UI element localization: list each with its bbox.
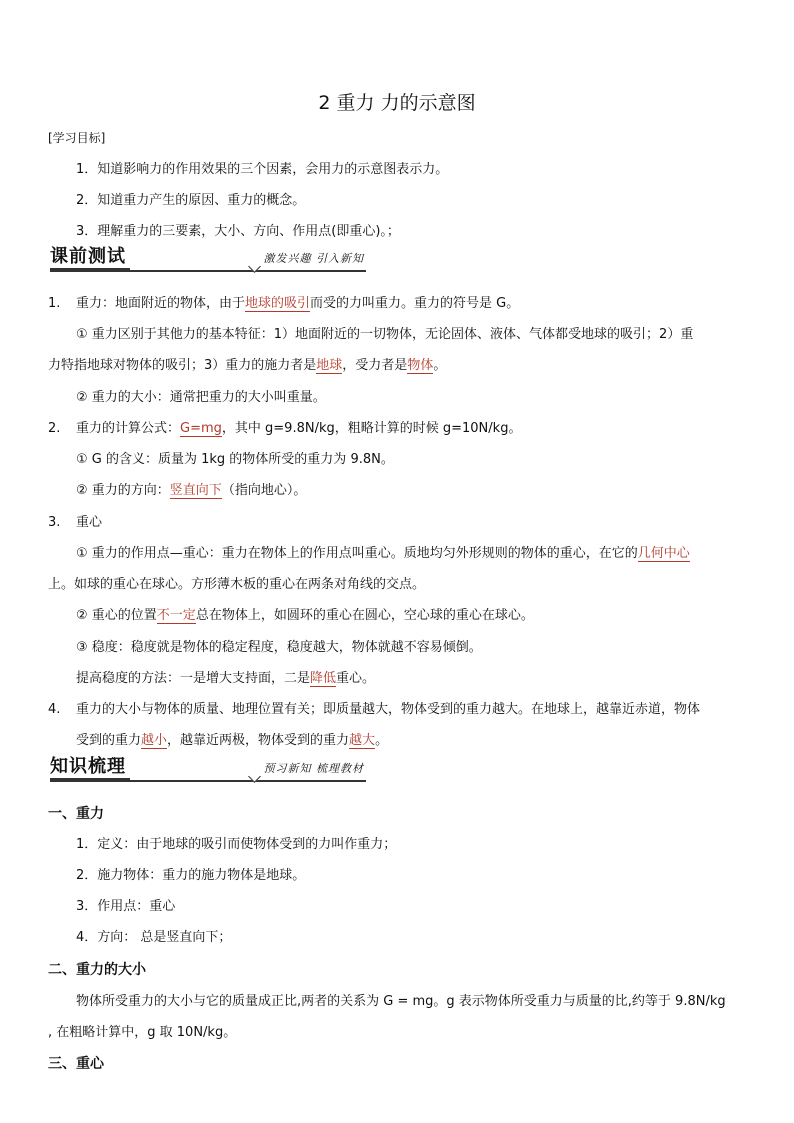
paragraph: ② 重心的位置不一定总在物体上，如圆环的重心在圆心，空心球的重心在球心。	[76, 608, 534, 623]
paragraph: ② 重力的大小：通常把重力的大小叫重量。	[76, 390, 326, 405]
paragraph: 重力的大小与物体的质量、地理位置有关；即质量越大，物体受到的重力越大。在地球上，越靠近赤道，物体	[76, 702, 701, 717]
paragraph: 重心	[76, 515, 103, 530]
section-subtitle: 激发兴趣 引入新知	[263, 252, 364, 265]
list-item: 3．作用点：重心	[76, 899, 176, 914]
answer-text: 地球	[316, 358, 343, 373]
answer-text: 竖直向下	[169, 483, 222, 498]
section-subtitle: 预习新知 梳理教材	[263, 762, 364, 775]
section-title: 课前测试	[50, 246, 126, 267]
goals-label: [学习目标]	[48, 131, 106, 145]
section-heading: 三、重心	[48, 1056, 104, 1072]
paragraph: , 在粗略计算中，g 取 10N/kg。	[48, 1025, 237, 1040]
list-item: 2．施力物体：重力的施力物体是地球。	[76, 868, 306, 883]
answer-text: G=mg	[180, 421, 222, 436]
item-number: 3.	[48, 515, 61, 530]
paragraph: ③ 稳度：稳度就是物体的稳定程度，稳度越大，物体就越不容易倾倒。	[76, 640, 482, 655]
divider	[50, 780, 366, 782]
list-item: 4．方向： 总是竖直向下；	[76, 930, 232, 945]
section-header-review	[50, 756, 366, 782]
answer-text: 几何中心	[637, 546, 690, 561]
list-item: 1．定义：由于地球的吸引而使物体受到的力叫作重力；	[76, 837, 397, 852]
answer-text: 物体	[407, 358, 434, 373]
item-number: 1.	[48, 296, 61, 311]
paragraph: ② 重力的方向：竖直向下（指向地心）。	[76, 483, 307, 498]
paragraph: 重力：地面附近的物体，由于地球的吸引而受的力叫重力。重力的符号是 G。	[76, 296, 520, 311]
goal-item-1: 1．知道影响力的作用效果的三个因素，会用力的示意图表示力。	[76, 162, 449, 177]
paragraph: 受到的重力越小，越靠近两极，物体受到的重力越大。	[76, 733, 389, 748]
paragraph: 力特指地球对物体的吸引；3）重力的施力者是地球，受力者是物体。	[48, 358, 447, 373]
paragraph: 上。如球的重心在球心。方形薄木板的重心在两条对角线的交点。	[48, 577, 426, 592]
paragraph: ① 重力的作用点—重心：重力在物体上的作用点叫重心。质地均匀外形规则的物体的重心，在它的几何中心	[76, 546, 690, 561]
section-title: 知识梳理	[50, 756, 126, 777]
page-title: 2 重力 力的示意图	[318, 92, 476, 114]
goal-item-2: 2．知道重力产生的原因、重力的概念。	[76, 193, 306, 208]
goal-item-3: 3．理解重力的三要素，大小、方向、作用点(即重心)。；	[76, 224, 400, 239]
section-heading: 二、重力的大小	[48, 962, 146, 978]
paragraph: 重力的计算公式：G=mg，其中 g=9.8N/kg，粗略计算的时候 g=10N/kg。	[76, 421, 522, 436]
item-number: 4.	[48, 702, 61, 717]
item-number: 2.	[48, 421, 61, 436]
divider	[50, 270, 366, 272]
answer-text: 不一定	[156, 608, 196, 623]
section-header-pretest	[50, 246, 366, 272]
paragraph: 物体所受重力的大小与它的质量成正比,两者的关系为 G = mg。g 表示物体所受重力与质量的比,约等于 9.8N/kg	[76, 994, 726, 1009]
paragraph: 提高稳度的方法：一是增大支持面，二是降低重心。	[76, 671, 376, 686]
paragraph: ① 重力区别于其他力的基本特征：1）地面附近的一切物体，无论固体、液体、气体都受地球的吸引；2）重	[76, 327, 694, 342]
answer-text: 地球的吸引	[245, 296, 311, 311]
answer-text: 越小	[141, 733, 168, 748]
paragraph: ① G 的含义：质量为 1kg 的物体所受的重力为 9.8N。	[76, 452, 394, 467]
section-heading: 一、重力	[48, 806, 104, 822]
answer-text: 越大	[349, 733, 376, 748]
answer-text: 降低	[310, 671, 337, 686]
